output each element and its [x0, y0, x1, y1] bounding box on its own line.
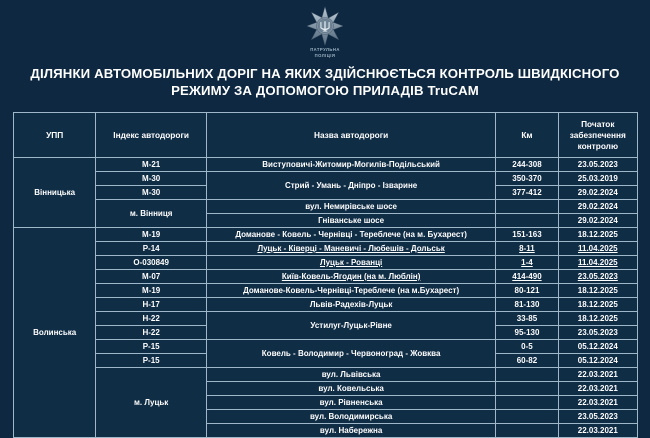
- roads-table-container: [13, 112, 638, 438]
- table-row: [14, 172, 638, 186]
- table-row: [14, 242, 638, 256]
- cell-road-name[interactable]: Луцьк - Рованці: [206, 256, 495, 270]
- cell-road-index: М-19: [96, 284, 207, 298]
- page-title-line2: РЕЖИМУ ЗА ДОПОМОГОЮ ПРИЛАДІВ TruCAM: [171, 83, 479, 98]
- cell-km: [496, 200, 558, 214]
- cell-start-date: 18.12.2025: [558, 228, 637, 242]
- cell-road-name: вул. Володимирська: [206, 410, 495, 424]
- cell-road-index: М-30: [96, 186, 207, 200]
- emblem-caption-line1: ПАТРУЛЬНА: [310, 47, 340, 52]
- cell-km: 60-82: [496, 354, 558, 368]
- cell-km: 151-163: [496, 228, 558, 242]
- cell-upp: Вінницька: [14, 158, 96, 228]
- cell-km: [496, 396, 558, 410]
- cell-road-name[interactable]: Київ-Ковель-Ягодин (на м. Люблін): [206, 270, 495, 284]
- cell-start-date: 05.12.2024: [558, 340, 637, 354]
- table-row: [14, 228, 638, 242]
- table-row: [14, 256, 638, 270]
- table-row: [14, 340, 638, 354]
- cell-km: 0-5: [496, 340, 558, 354]
- cell-start-date: 22.03.2021: [558, 368, 637, 382]
- table-row: [14, 158, 638, 172]
- cell-road-name: Устилуг-Луцьк-Рівне: [206, 312, 495, 340]
- table-row: [14, 284, 638, 298]
- cell-start-date: 22.03.2021: [558, 382, 637, 396]
- cell-km: 377-412: [496, 186, 558, 200]
- cell-km: 8-11: [496, 242, 558, 256]
- cell-km: 80-121: [496, 284, 558, 298]
- cell-start-date: 22.03.2021: [558, 396, 637, 410]
- cell-km: [496, 410, 558, 424]
- column-header-upp: УПП: [14, 113, 96, 158]
- cell-road-name: вул. Ковельська: [206, 382, 495, 396]
- cell-start-date: 11.04.2025: [558, 256, 637, 270]
- cell-km: 33-85: [496, 312, 558, 326]
- cell-km: 81-130: [496, 298, 558, 312]
- cell-km: 414-490: [496, 270, 558, 284]
- cell-road-index: М-30: [96, 172, 207, 186]
- cell-upp: Волинська: [14, 228, 96, 438]
- cell-km: 350-370: [496, 172, 558, 186]
- cell-km: 95-130: [496, 326, 558, 340]
- table-row: [14, 298, 638, 312]
- cell-km: 244-308: [496, 158, 558, 172]
- cell-road-index: О-030849: [96, 256, 207, 270]
- cell-road-index: Р-15: [96, 340, 207, 354]
- roads-table: [13, 112, 638, 438]
- table-row: [14, 368, 638, 382]
- cell-start-date: 11.04.2025: [558, 242, 637, 256]
- cell-road-name: Доманове - Ковель - Чернівці - Тереблече (на м. Бухарест): [206, 228, 495, 242]
- cell-start-date: 23.05.2023: [558, 270, 637, 284]
- cell-start-date: 23.05.2023: [558, 410, 637, 424]
- cell-road-name: вул. Немирівське шосе: [206, 200, 495, 214]
- cell-road-name: Стрий - Умань - Дніпро - Ізварине: [206, 172, 495, 200]
- column-header-date: Початок забезпечення контролю: [558, 113, 637, 158]
- cell-road-name: вул. Львівська: [206, 368, 495, 382]
- cell-start-date: 05.12.2024: [558, 354, 637, 368]
- cell-road-index: Р-15: [96, 354, 207, 368]
- column-header-name: Назва автодороги: [206, 113, 495, 158]
- cell-road-index: М-21: [96, 158, 207, 172]
- table-body: [14, 158, 638, 438]
- cell-road-index: Н-22: [96, 312, 207, 326]
- cell-start-date: 23.05.2023: [558, 158, 637, 172]
- cell-road-index: м. Луцьк: [96, 368, 207, 438]
- cell-road-name: Доманове-Ковель-Чернівці-Тереблече (на м.Бухарест): [206, 284, 495, 298]
- cell-km: [496, 368, 558, 382]
- cell-road-name: Гніванське шосе: [206, 214, 495, 228]
- column-header-km: Км: [496, 113, 558, 158]
- cell-road-name: Ковель - Володимир - Червоноград - Жовква: [206, 340, 495, 368]
- cell-start-date: 29.02.2024: [558, 200, 637, 214]
- emblem-block: [0, 6, 650, 58]
- cell-km: [496, 424, 558, 438]
- cell-road-index: Н-22: [96, 326, 207, 340]
- cell-start-date: 18.12.2025: [558, 298, 637, 312]
- cell-road-name: вул. Рівненська: [206, 396, 495, 410]
- table-header-row: [14, 113, 638, 158]
- police-star-trident-icon: [305, 6, 345, 46]
- page-header: [0, 0, 650, 99]
- emblem-caption-line2: ПОЛІЦІЯ: [314, 52, 336, 58]
- cell-road-name: вул. Набережна: [206, 424, 495, 438]
- table-row: [14, 200, 638, 214]
- cell-start-date: 29.02.2024: [558, 186, 637, 200]
- page-title-line1: ДІЛЯНКИ АВТОМОБІЛЬНИХ ДОРІГ НА ЯКИХ ЗДІЙСНЮЄТЬСЯ КОНТРОЛЬ ШВИДКІСНОГО: [30, 66, 620, 81]
- table-row: [14, 270, 638, 284]
- cell-start-date: 23.05.2023: [558, 326, 637, 340]
- cell-km: [496, 214, 558, 228]
- table-head: [14, 113, 638, 158]
- cell-km: [496, 382, 558, 396]
- cell-start-date: 25.03.2019: [558, 172, 637, 186]
- cell-road-index: М-19: [96, 228, 207, 242]
- cell-road-name[interactable]: Луцьк - Ківерці - Маневичі - Любешів - Дольськ: [206, 242, 495, 256]
- cell-start-date: 22.03.2021: [558, 424, 637, 438]
- cell-road-index: Н-17: [96, 298, 207, 312]
- cell-start-date: 18.12.2025: [558, 284, 637, 298]
- cell-km: 1-4: [496, 256, 558, 270]
- cell-road-index: Р-14: [96, 242, 207, 256]
- cell-start-date: 29.02.2024: [558, 214, 637, 228]
- cell-road-name: Виступовичі-Житомир-Могилів-Подільський: [206, 158, 495, 172]
- table-row: [14, 312, 638, 326]
- cell-road-index: М-07: [96, 270, 207, 284]
- cell-start-date: 18.12.2025: [558, 312, 637, 326]
- cell-road-name: Львів-Радехів-Луцьк: [206, 298, 495, 312]
- emblem-caption: [310, 47, 340, 58]
- column-header-index: Індекс автодороги: [96, 113, 207, 158]
- page-title: [25, 65, 625, 99]
- cell-road-index: м. Вінниця: [96, 200, 207, 228]
